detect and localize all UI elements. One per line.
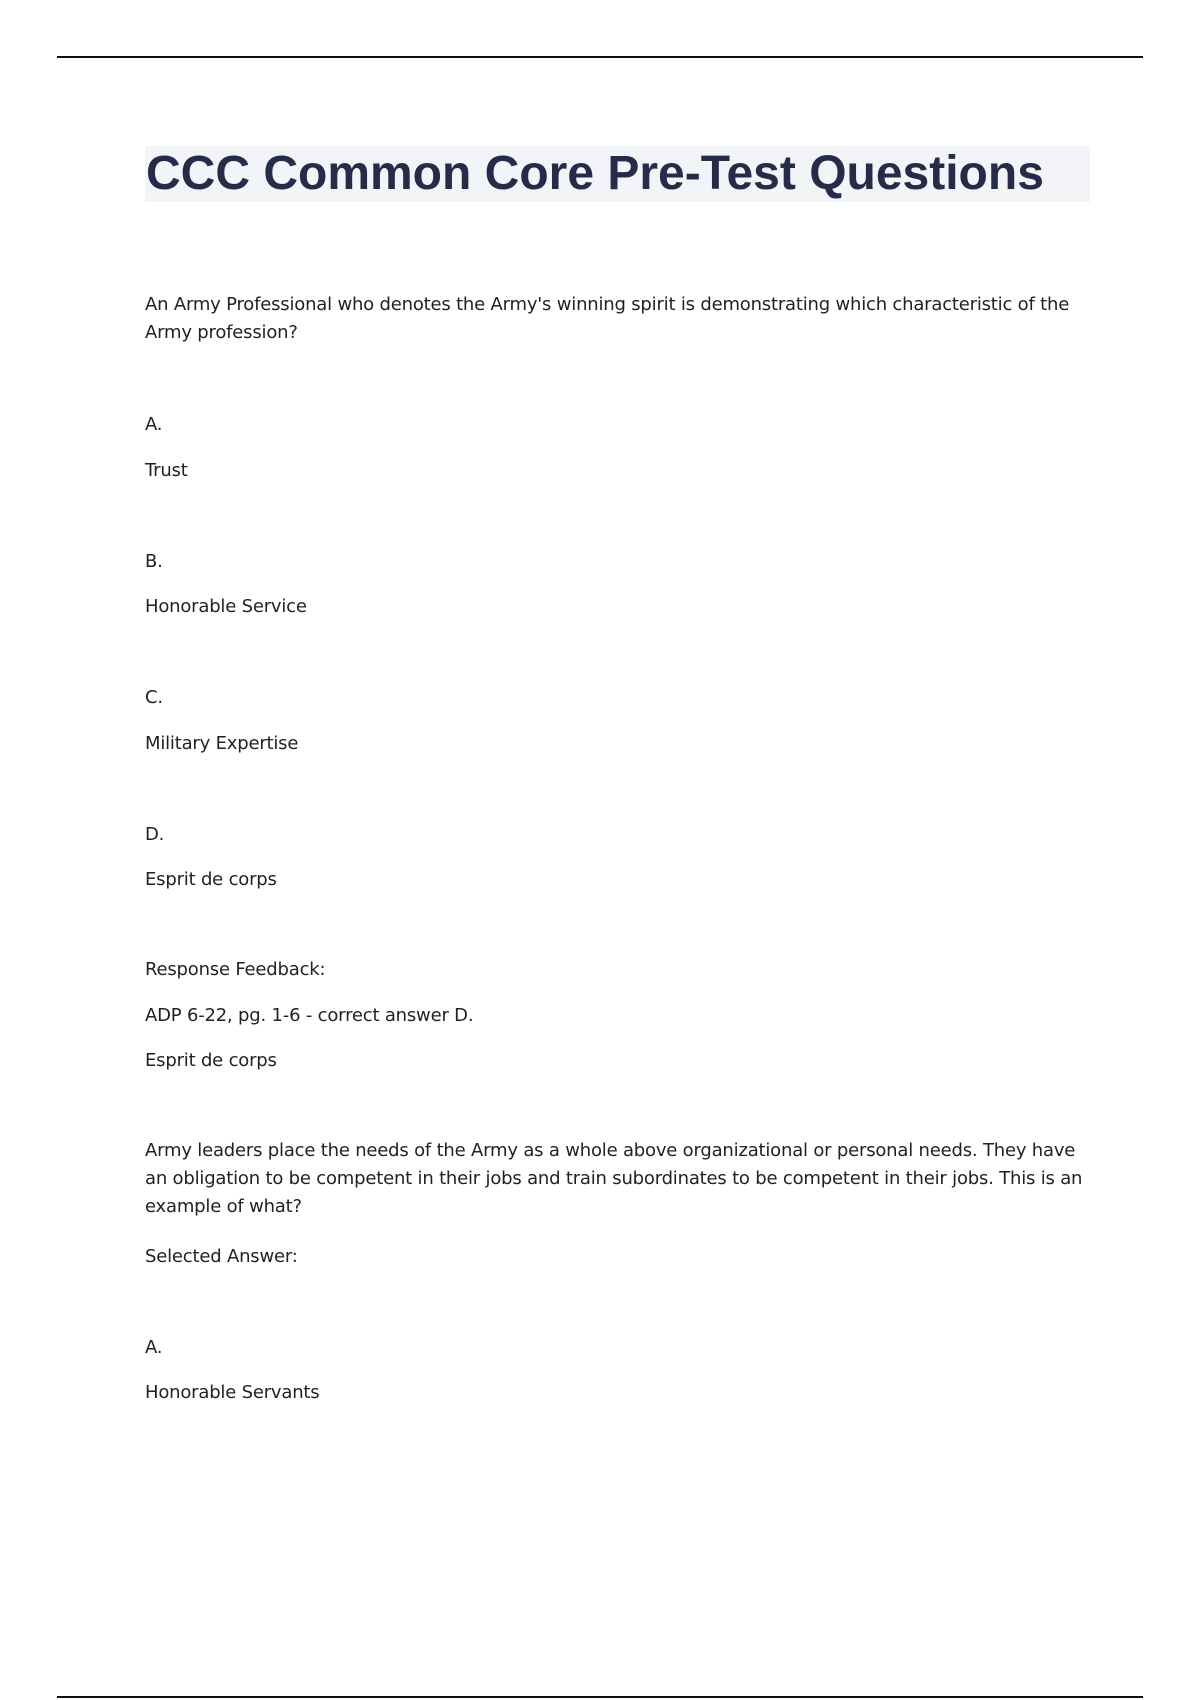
q2-option-a-letter: A. [145, 1337, 163, 1358]
feedback-answer: Esprit de corps [145, 1050, 277, 1071]
top-rule [57, 56, 1143, 58]
option-b-letter: B. [145, 551, 163, 572]
option-b-text: Honorable Service [145, 596, 307, 617]
option-c-text: Military Expertise [145, 733, 299, 754]
question-2-text: Army leaders place the needs of the Army as a whole above organizational or personal needs. They have an obligation to be competent in their jobs and train subordinates to be competent in their jobs. This is an example of what? [145, 1140, 1083, 1217]
bottom-rule [57, 1696, 1143, 1698]
option-d-text: Esprit de corps [145, 869, 277, 890]
option-c-letter: C. [145, 687, 163, 708]
option-a-text: Trust [145, 460, 188, 481]
option-d-letter: D. [145, 824, 165, 845]
question-1-text: An Army Professional who denotes the Army's winning spirit is demonstrating which characteristic of the Army profession? [145, 294, 1070, 343]
selected-answer-label: Selected Answer: [145, 1246, 298, 1267]
feedback-reference: ADP 6-22, pg. 1-6 - correct answer D. [145, 1005, 474, 1026]
feedback-label: Response Feedback: [145, 959, 326, 980]
option-a-letter: A. [145, 414, 163, 435]
page-title: CCC Common Core Pre-Test Questions [146, 147, 1044, 200]
q2-option-a-text: Honorable Servants [145, 1382, 320, 1403]
